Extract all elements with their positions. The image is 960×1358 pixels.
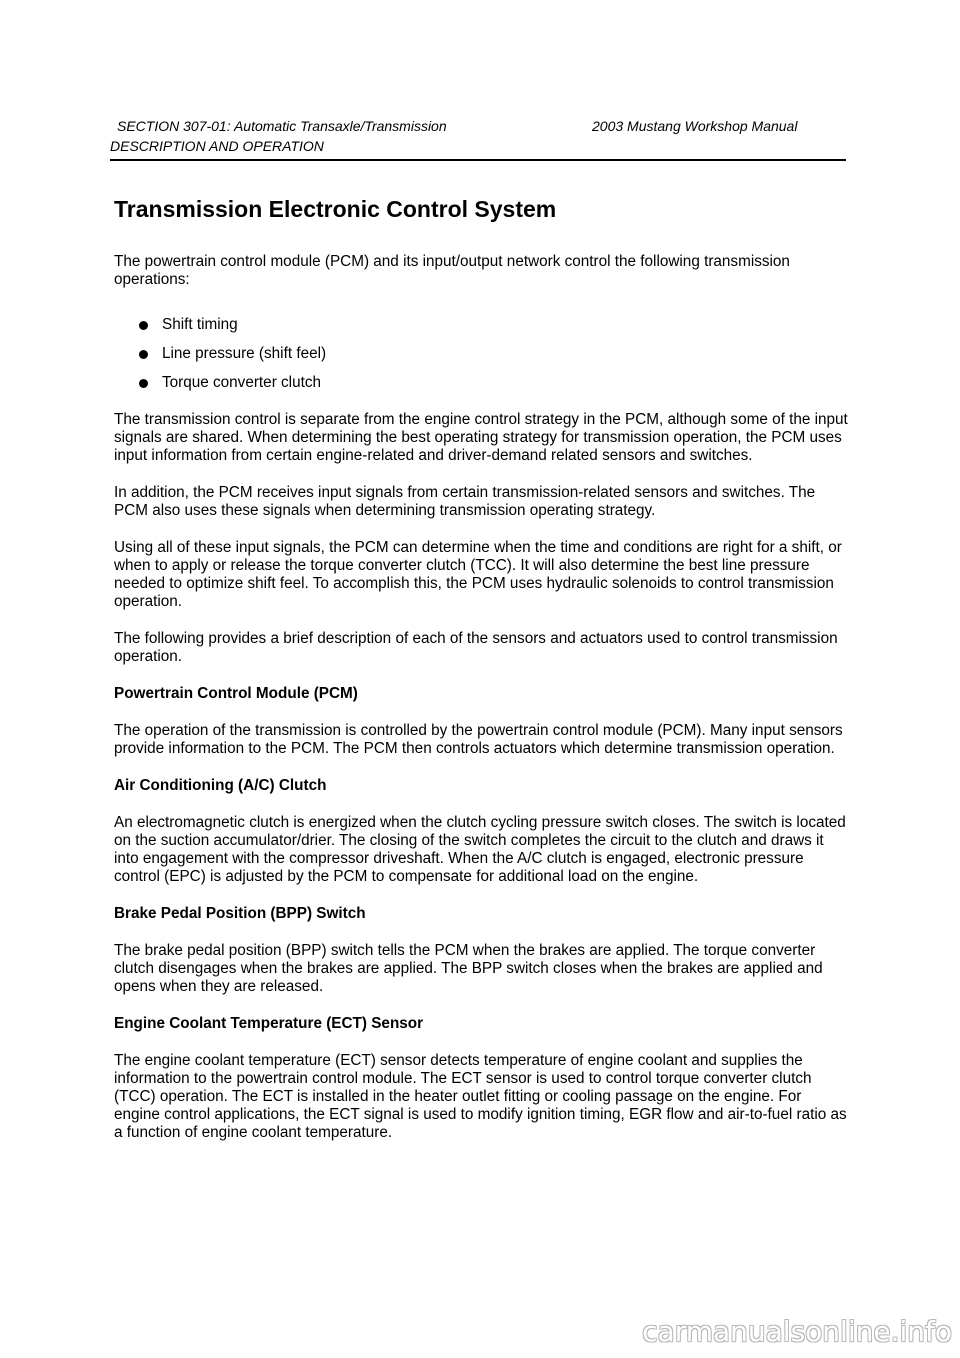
header-row	[110, 116, 846, 136]
page-header	[110, 116, 846, 156]
body-paragraph: The following provides a brief description of each of the sensors and actuators used to control transmission operation.	[114, 630, 838, 665]
bullet-icon	[139, 350, 148, 359]
body-paragraph: The transmission control is separate from the engine control strategy in the PCM, although some of the input signals are shared. When determining the best operating strategy for transmission operation, the PCM uses input information from certain engine-related and driver-demand related sensors and switches.	[114, 411, 848, 464]
watermark: carmanualsonline.info	[642, 1315, 952, 1348]
page-title: Transmission Electronic Control System	[114, 196, 557, 222]
list-item	[114, 345, 850, 363]
intro-paragraph: The powertrain control module (PCM) and its input/output network control the following transmission operations:	[114, 253, 790, 288]
list-item	[114, 316, 850, 334]
section-heading-ac-clutch: Air Conditioning (A/C) Clutch	[114, 777, 327, 794]
list-item	[114, 374, 850, 392]
body-paragraph: In addition, the PCM receives input signals from certain transmission-related sensors and switches. The PCM also uses these signals when determining transmission operating strategy.	[114, 484, 816, 519]
section-heading-bpp-switch: Brake Pedal Position (BPP) Switch	[114, 905, 366, 922]
list-item-text: Torque converter clutch	[162, 374, 321, 391]
section-body-ac-clutch: An electromagnetic clutch is energized when the clutch cycling pressure switch closes. The switch is located on the suction accumulator/drier. The closing of the switch completes the circuit to the clutch and draws it into engagement with the compressor driveshaft. When the A/C clutch is engaged, electronic pressure control (EPC) is adjusted by the PCM to compensate for additional load on the engine.	[114, 814, 846, 885]
body-paragraph: Using all of these input signals, the PCM can determine when the time and conditions are right for a shift, or when to apply or release the torque converter clutch (TCC). It will also determine the best line pressure needed to optimize shift feel. To accomplish this, the PCM uses hydraulic solenoids to control transmission operation.	[114, 539, 842, 610]
manual-label: 2003 Mustang Workshop Manual	[592, 118, 798, 134]
section-heading-pcm: Powertrain Control Module (PCM)	[114, 685, 358, 702]
list-item-text: Line pressure (shift feel)	[162, 345, 327, 362]
section-label: SECTION 307-01: Automatic Transaxle/Transmission	[117, 118, 447, 134]
bullet-icon	[139, 321, 148, 330]
section-body-ect-sensor: The engine coolant temperature (ECT) sensor detects temperature of engine coolant and supplies the information to the powertrain control module. The ECT sensor is used to control torque converter clutch (TCC) operation. The ECT is installed in the heater outlet fitting or cooling passage on the engine. For engine control applications, the ECT signal is used to modify ignition timing, EGR flow and air-to-fuel ratio as a function of engine coolant temperature.	[114, 1052, 847, 1141]
header-divider	[110, 159, 846, 161]
header-subtitle: DESCRIPTION AND OPERATION	[110, 138, 324, 154]
section-body-bpp-switch: The brake pedal position (BPP) switch tells the PCM when the brakes are applied. The torque converter clutch disengages when the brakes are applied. The BPP switch closes when the brakes are applied and opens when they are released.	[114, 942, 823, 995]
document-body	[114, 194, 850, 1161]
list-item-text: Shift timing	[162, 316, 238, 333]
section-heading-ect-sensor: Engine Coolant Temperature (ECT) Sensor	[114, 1015, 424, 1032]
operations-list	[114, 316, 850, 392]
bullet-icon	[139, 379, 148, 388]
section-body-pcm: The operation of the transmission is controlled by the powertrain control module (PCM). Many input sensors provide information to the PCM. The PCM then controls actuators which determine transmission operation.	[114, 722, 843, 757]
